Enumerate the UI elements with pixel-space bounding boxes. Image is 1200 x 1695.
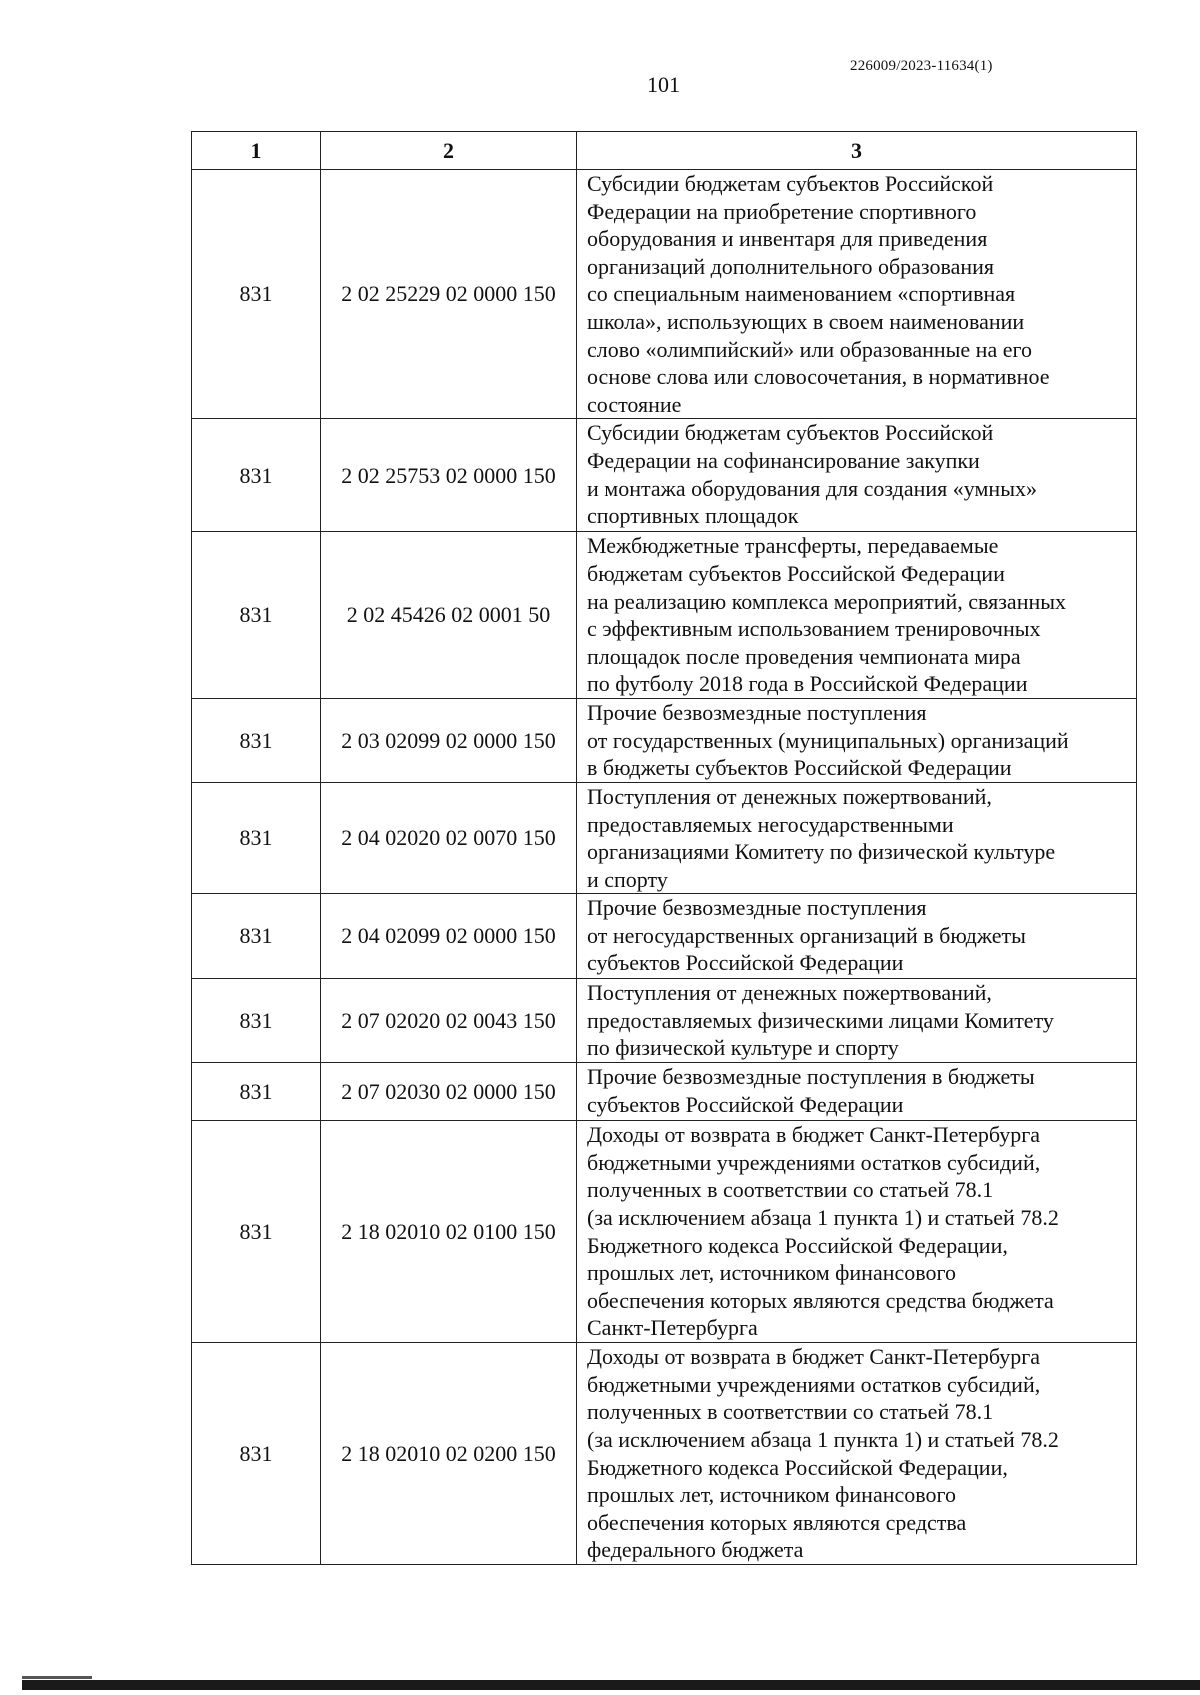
- administrator-code: 831: [192, 698, 321, 782]
- administrator-code: 831: [192, 532, 321, 699]
- revenue-description: Прочие безвозмездные поступления в бюджеты субъектов Российской Федерации: [577, 1063, 1137, 1121]
- revenue-description: Субсидии бюджетам субъектов Российской Федерации на приобретение спортивного оборудования и инвентаря для приведения организаций дополнительного образования со специальным наименованием «спортивная школа», использующих в своем наименовании слово «олимпийский» или образованные на его основе слова или словосочетания, в нормативное состояние: [577, 170, 1137, 419]
- administrator-code: 831: [192, 1343, 321, 1565]
- revenue-classification-code: 2 04 02020 02 0070 150: [321, 782, 577, 893]
- table-row: [192, 170, 1137, 419]
- table-row: [192, 1343, 1137, 1565]
- revenue-codes-table: [191, 131, 1137, 1565]
- administrator-code: 831: [192, 979, 321, 1063]
- administrator-code: 831: [192, 1121, 321, 1343]
- revenue-classification-code: 2 03 02099 02 0000 150: [321, 698, 577, 782]
- revenue-description: Субсидии бюджетам субъектов Российской Федерации на софинансирование закупки и монтажа оборудования для создания «умных» спортивных площадок: [577, 419, 1137, 532]
- page-number: 101: [647, 72, 680, 97]
- revenue-classification-code: 2 07 02030 02 0000 150: [321, 1063, 577, 1121]
- scan-edge-mark: [22, 1676, 92, 1679]
- revenue-description: Прочие безвозмездные поступления от государственных (муниципальных) организаций в бюджеты субъектов Российской Федерации: [577, 698, 1137, 782]
- table-row: [192, 1063, 1137, 1121]
- table-row: [192, 532, 1137, 699]
- table-header-row: [192, 132, 1137, 170]
- revenue-classification-code: 2 18 02010 02 0100 150: [321, 1121, 577, 1343]
- table-row: [192, 894, 1137, 979]
- revenue-classification-code: 2 02 25229 02 0000 150: [321, 170, 577, 419]
- scan-bottom-edge: [22, 1680, 1200, 1690]
- column-header-1: 1: [192, 132, 321, 170]
- revenue-description: Межбюджетные трансферты, передаваемые бюджетам субъектов Российской Федерации на реализацию комплекса мероприятий, связанных с эффективным использованием тренировочных площадок после проведения чемпионата мира по футболу 2018 года в Российской Федерации: [577, 532, 1137, 699]
- revenue-classification-code: 2 07 02020 02 0043 150: [321, 979, 577, 1063]
- revenue-description: Доходы от возврата в бюджет Санкт-Петербурга бюджетными учреждениями остатков субсидий, полученных в соответствии со статьей 78.1 (за исключением абзаца 1 пункта 1) и статьей 78.2 Бюджетного кодекса Российской Федерации, прошлых лет, источником финансового обеспечения которых являются средства бюджета Санкт-Петербурга: [577, 1121, 1137, 1343]
- revenue-description: Доходы от возврата в бюджет Санкт-Петербурга бюджетными учреждениями остатков субсидий, полученных в соответствии со статьей 78.1 (за исключением абзаца 1 пункта 1) и статьей 78.2 Бюджетного кодекса Российской Федерации, прошлых лет, источником финансового обеспечения которых являются средства федерального бюджета: [577, 1343, 1137, 1565]
- administrator-code: 831: [192, 894, 321, 979]
- column-header-2: 2: [321, 132, 577, 170]
- administrator-code: 831: [192, 782, 321, 893]
- revenue-classification-code: 2 04 02099 02 0000 150: [321, 894, 577, 979]
- table-row: [192, 419, 1137, 532]
- administrator-code: 831: [192, 419, 321, 532]
- table-row: [192, 1121, 1137, 1343]
- revenue-classification-code: 2 18 02010 02 0200 150: [321, 1343, 577, 1565]
- table-row: [192, 698, 1137, 782]
- revenue-description: Поступления от денежных пожертвований, предоставляемых негосударственными организациями Комитету по физической культуре и спорту: [577, 782, 1137, 893]
- administrator-code: 831: [192, 1063, 321, 1121]
- document-registration-number: 226009/2023-11634(1): [850, 58, 993, 74]
- revenue-classification-code: 2 02 45426 02 0001 50: [321, 532, 577, 699]
- table-row: [192, 782, 1137, 893]
- revenue-description: Прочие безвозмездные поступления от негосударственных организаций в бюджеты субъектов Российской Федерации: [577, 894, 1137, 979]
- revenue-description: Поступления от денежных пожертвований, предоставляемых физическими лицами Комитету по физической культуре и спорту: [577, 979, 1137, 1063]
- revenue-classification-code: 2 02 25753 02 0000 150: [321, 419, 577, 532]
- column-header-3: 3: [577, 132, 1137, 170]
- table-row: [192, 979, 1137, 1063]
- administrator-code: 831: [192, 170, 321, 419]
